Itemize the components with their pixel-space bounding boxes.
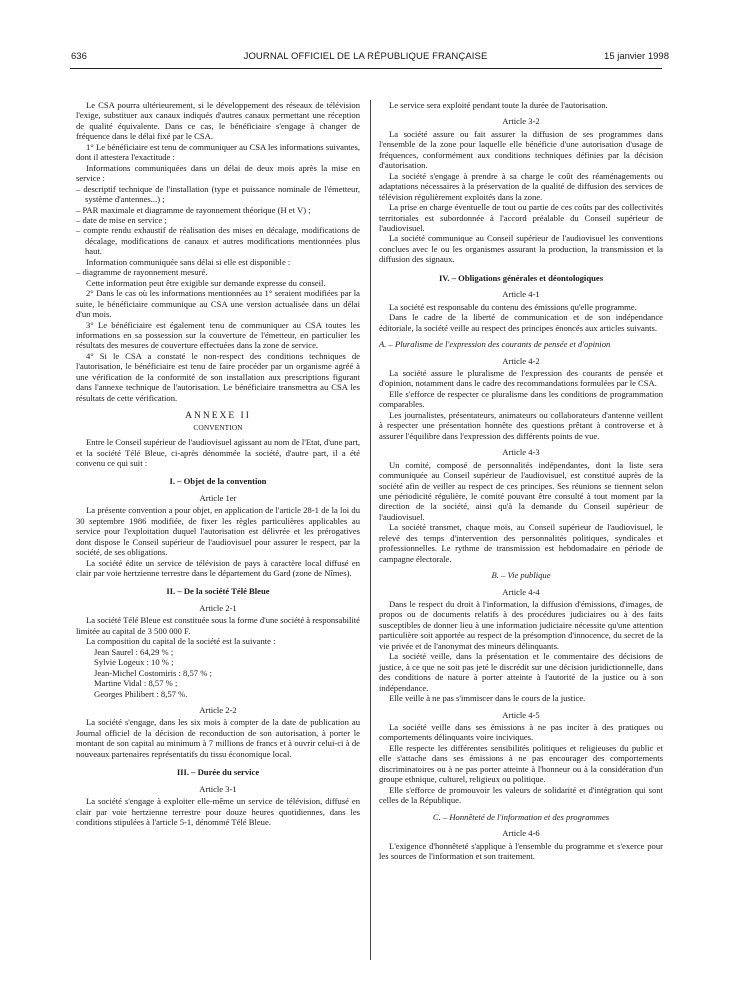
article-title: Article 4-1 (502, 289, 540, 300)
list-item: Martine Vidal : 8,57 % ; (94, 678, 178, 689)
article-title: Article 4-6 (502, 828, 540, 839)
subsection-title: B. – Vie publique (491, 570, 551, 581)
paragraph: Informations communiquées dans un délai de deux mois après la mise en service : (76, 162, 360, 184)
annex-subtitle: CONVENTION (193, 422, 243, 432)
paragraph: Dans le cadre de la liberté de communication et de son indépendance éditoriale, la société veille au respect des principes énoncés aux articles suivants. (379, 312, 663, 333)
paragraph: La société Télé Bleue est constituée sous la forme d'une société à responsabilité limitée au capital de 3 500 000 F. (76, 615, 360, 636)
paragraph: 4° Si le CSA a constaté le non-respect des conditions techniques de l'autorisation, le bénéficiaire est tenu de faire procéder par un organisme agréé à une vérification de la conformité de son installation aux prescriptions figurant dans l'annexe technique de l'autorisation. Le bénéficiaire transmettra au CSA les résultats de cette vérification. (76, 350, 360, 403)
list-item: Jean-Michel Costomiris : 8,57 % ; (94, 667, 212, 678)
paragraph: 1° Le bénéficiaire est tenu de communiquer au CSA les informations suivantes, dont il attestera l'exactitude : (76, 141, 360, 163)
list-item: – descriptif technique de l'installation (type et puissance nominale de l'émetteur, système d'antennes...) ; (76, 183, 360, 205)
paragraph: 2° Dans le cas où les informations mentionnées au 1° seraient modifiées par la suite, le bénéficiaire communique au CSA une version actualisée dans un délai d'un mois. (76, 288, 360, 320)
subsection-title (379, 339, 663, 349)
paragraph: Elle s'efforce de respecter ce pluralisme dans les conditions de programmation comparables. (379, 388, 663, 410)
left-column (76, 100, 360, 828)
paragraph: La société s'engage, dans les six mois à compter de la date de publication au Journal officiel de la décision de reconduction de son autorisation, à porter le montant de son capital au minimum à 7 millions de francs et à ouvrir celui-ci à de nouveaux partenaires représentatifs du tissu économique local. (76, 717, 360, 759)
list-item: – date de mise en service ; (76, 214, 167, 225)
paragraph: La société s'engage à exploiter elle-même un service de télévision, diffusé en clair par voie hertzienne terrestre pour douze heures quotidiennes, dans les conditions stipulées à l'article 5-1, dénommé Télé Bleue. (76, 796, 360, 828)
paragraph: L'exigence d'honnêteté s'applique à l'ensemble du programme et s'exerce pour les sources de l'information et son traitement. (379, 840, 663, 861)
paragraph: Information communiquée sans délai si elle est disponible : (86, 256, 291, 267)
paragraph: 3° Le bénéficiaire est également tenu de communiquer au CSA toutes les informations en sa possession sur la couverture de l'émetteur, en particulier les résultats des mesures de couverture effectuées dans la zone de service. (76, 319, 360, 351)
publication-date: 15 janvier 1998 (604, 51, 669, 62)
paragraph: Entre le Conseil supérieur de l'audiovisuel agissant au nom de l'Etat, d'une part, et la société Télé Bleue, ci-après dénommée la société, d'autre part, il a été convenu ce qui suit : (76, 437, 360, 468)
list-item: Georges Philibert : 8,57 %. (94, 688, 188, 699)
right-column (379, 100, 663, 861)
annex-title: ANNEXE II (185, 411, 251, 422)
paragraph: La société communique au Conseil supérieur de l'audiovisuel les conventions conclues avec le ou les organismes assurant la production, la transmission et la diffusion des signaux. (379, 233, 663, 265)
paragraph: La présente convention a pour objet, en application de l'article 28-1 de la loi du 30 septembre 1986 modifiée, de fixer les règles particulières applicables au service pour l'exploitation duquel l'autorisation est délivrée et les prérogatives dont dispose le Conseil supérieur de l'audiovisuel pour assurer le respect, par la société, de ses obligations. (76, 505, 360, 558)
article-title: Article 4-2 (502, 355, 540, 366)
article-title: Article 2-1 (199, 602, 237, 613)
section-title: I. – Objet de la convention (169, 476, 267, 487)
list-item: – diagramme de rayonnement mesuré. (76, 267, 208, 278)
list-item: Sylvie Logeux : 10 % ; (94, 657, 174, 668)
paragraph: La prise en charge éventuelle de tout ou partie de ces coûts par des collectivités territoriales est subordonnée à l'accord préalable du Conseil supérieur de l'audiovisuel. (379, 202, 663, 233)
section-title: IV. – Obligations générales et déontologiques (438, 272, 604, 283)
paragraph: La société veille, dans la présentation et le commentaire des décisions de justice, à ce que ne soit pas jeté le discrédit sur une décision juridictionnelle, dans des conditions de nature à porter atteinte à l'autorité de la justice ou à son indépendance. (379, 651, 663, 693)
header-rule (70, 68, 662, 69)
paragraph: Le CSA pourra ultérieurement, si le développement des réseaux de télévision l'exige, substituer aux canaux indiqués d'autres canaux permettant une réception de qualité équivalente. Dans ce cas, le bénéficiaire s'engage à changer de fréquence dans le délai fixé par le CSA. (76, 100, 360, 142)
paragraph: Elle respecte les différentes sensibilités politiques et religieuses du public et elle s'attache dans ses émissions à ne pas encourager des comportements discriminatoires ou à ne pas porter atteinte à l'honneur ou à la considération d'un groupe ethnique, culturel, religieux ou politique. (379, 742, 663, 785)
subsection-title: C. – Honnêteté de l'information et des programmes (432, 811, 610, 822)
paragraph: Elle s'efforce de promouvoir les valeurs de solidarité et d'intégration qui sont celles de la République. (379, 784, 663, 806)
article-title: Article 4-4 (502, 586, 540, 597)
column-separator (370, 100, 371, 960)
paragraph: La société assure ou fait assurer la diffusion de ses programmes dans l'ensemble de la zone pour laquelle elle bénéficie d'une autorisation d'usage de fréquences, conformément aux conditions techniques définies par la décision d'autorisation. (379, 128, 663, 171)
paragraph: Dans le respect du droit à l'information, la diffusion d'émissions, d'images, de propos ou de documents relatifs à des procédures judiciaires ou à des faits susceptibles de donner lieu à une information judiciaire nécessite qu'une attention particulière soit apportée au respect de la présomption d'innocence, du secret de la vie privée et de l'anonymat des mineurs délinquants. (379, 599, 663, 651)
list-item: – PAR maximale et diagramme de rayonnement théorique (H et V) ; (76, 204, 311, 215)
article-title: Article 2-2 (199, 705, 237, 716)
list-item: – compte rendu exhaustif de réalisation des mises en décalage, modifications de décalage, modifications de canaux et autres modifications mentionnées plus haut. (76, 225, 360, 257)
paragraph: La composition du capital de la société est la suivante : (86, 636, 276, 647)
page-number: 636 (71, 51, 87, 62)
section-title: II. – De la société Télé Bleue (166, 586, 270, 597)
paragraph: La société est responsable du contenu des émissions qu'elle programme. (389, 301, 637, 312)
journal-title: JOURNAL OFFICIEL DE LA RÉPUBLIQUE FRANÇAISE (243, 51, 488, 62)
article-title: Article 1er (199, 492, 237, 503)
article-title: Article 3-2 (502, 116, 540, 127)
article-title: Article 4-3 (502, 447, 540, 458)
paragraph: Le service sera exploité pendant toute la durée de l'autorisation. (389, 100, 608, 110)
section-title: III. – Durée du service (176, 767, 260, 778)
paragraph: La société assure le pluralisme de l'expression des courants de pensée et d'opinion, notamment dans le cadre des recommandations formulées par le CSA. (379, 367, 663, 389)
paragraph: Cette information peut être exigible sur demande expresse du conseil. (86, 277, 326, 288)
paragraph: La société édite un service de télévision de pays à caractère local diffusé en clair par voie hertzienne terrestre dans le département du Gard (zone de Nîmes). (76, 557, 360, 579)
shareholder-list (76, 647, 360, 699)
paragraph: La société transmet, chaque mois, au Conseil supérieur de l'audiovisuel, le relevé des temps d'intervention des personnalités politiques, syndicales et professionnelles. Le rythme de transmission est hebdomadaire en période de campagne électorale. (379, 522, 663, 564)
paragraph: La société s'engage à prendre à sa charge le coût des réaménagements ou adaptations nécessaires à la préservation de la qualité de diffusion des services de télévision régulièrement exploités dans la zone. (379, 170, 663, 202)
subsection-title-text: A. – Pluralisme de l'expression des courants de pensée et d'opinion (379, 339, 611, 350)
list-item: Jean Saurel : 64,29 % ; (94, 646, 174, 657)
paragraph: La société veille dans ses émissions à ne pas inciter à des pratiques ou comportements délinquants voire inciviques. (379, 722, 663, 743)
article-title: Article 3-1 (199, 783, 237, 794)
paragraph: Elle veille à ne pas s'immiscer dans le cours de la justice. (389, 693, 586, 704)
paragraph: Les journalistes, présentateurs, animateurs ou collaborateurs d'antenne veillent à respecter une présentation honnête des questions prêtant à controverse et à assurer l'équilibre dans l'expression des différents points de vue. (379, 409, 663, 441)
paragraph: Un comité, composé de personnalités indépendantes, dont la liste sera communiquée au Conseil supérieur de l'audiovisuel, est constitué auprès de la société afin de veiller au respect de ces principes. Ses réunions se tiennent selon une périodicité régulière, le comité pouvant être consulté à tout moment par la direction de la société, ainsi qu'à la demande du Conseil supérieur de l'audiovisuel. (379, 459, 663, 522)
page-header (0, 51, 731, 65)
article-title: Article 4-5 (502, 709, 540, 720)
